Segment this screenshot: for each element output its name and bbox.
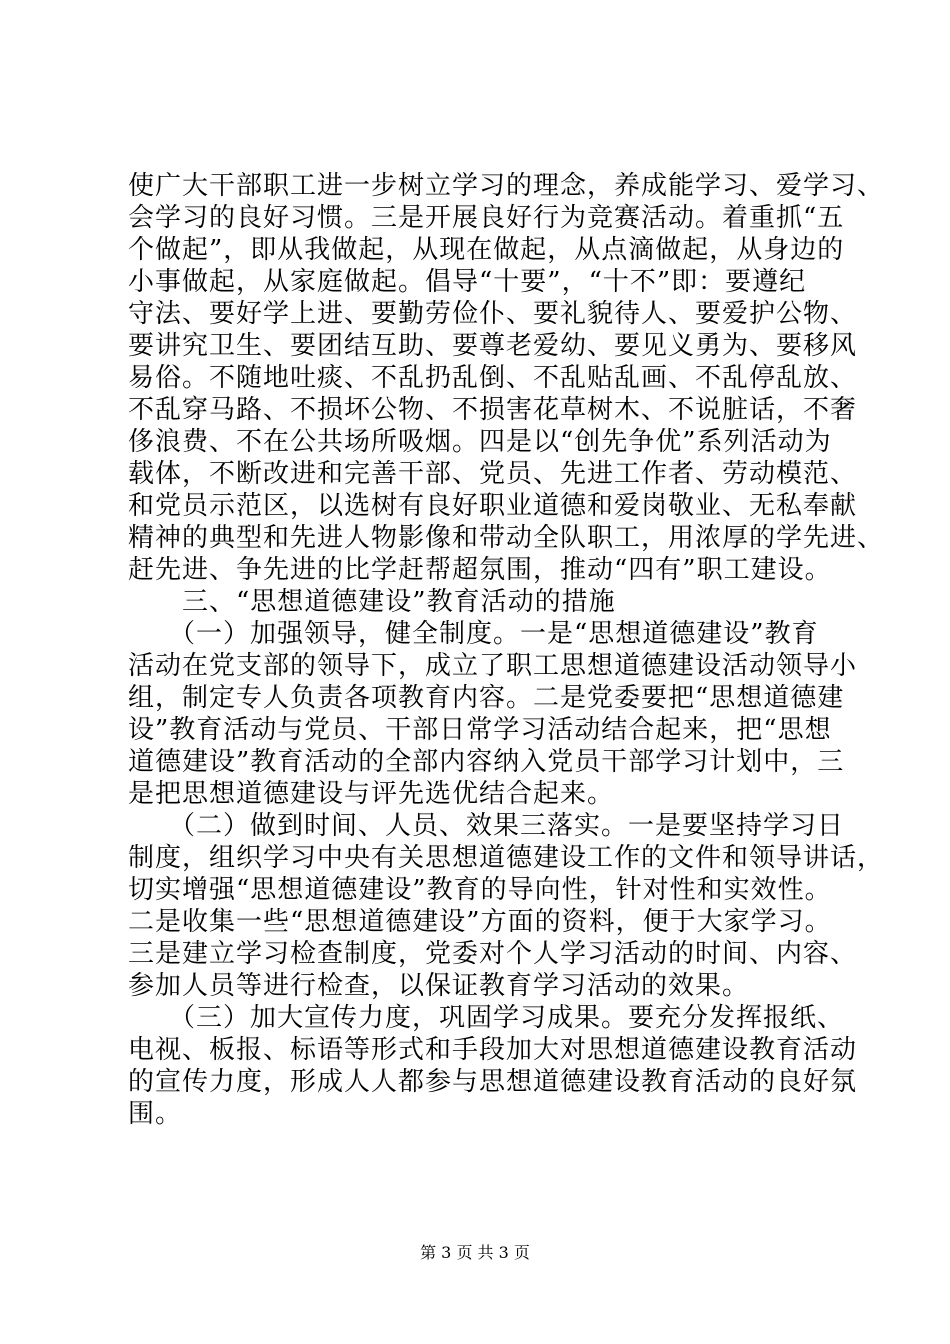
text-line: （二）做到时间、人员、效果三落实。一是要坚持学习日: [128, 811, 845, 841]
page-footer: [0, 1243, 950, 1263]
text-line: 设”教育活动与党员、干部日常学习活动结合起来，把“思想: [128, 715, 832, 745]
text-line: 赶先进、争先进的比学赶帮超氛围，推动“四有”职工建设。: [128, 555, 832, 585]
text-line: 侈浪费、不在公共场所吸烟。四是以“创先争优”系列活动为: [128, 427, 832, 457]
text-line: 三是建立学习检查制度，党委对个人学习活动的时间、内容、: [128, 939, 858, 969]
page-number-label: 第 3 页 共 3 页: [420, 1243, 530, 1262]
text-line: 组，制定专人负责各项教育内容。二是党委要把“思想道德建: [128, 683, 845, 713]
text-line: 易俗。不随地吐痰、不乱扔乱倒、不乱贴乱画、不乱停乱放、: [128, 363, 858, 393]
text-line: 的宣传力度，形成人人都参与思想道德建设教育活动的良好氛: [128, 1067, 858, 1097]
text-line: （一）加强领导，健全制度。一是“思想道德建设”教育: [128, 619, 819, 649]
text-line: 和党员示范区，以选树有良好职业道德和爱岗敬业、无私奉献: [128, 491, 858, 521]
text-line: 精神的典型和先进人物影像和带动全队职工，用浓厚的学先进、: [128, 523, 885, 553]
document-body: [128, 170, 885, 1130]
text-line: 参加人员等进行检查，以保证教育学习活动的效果。: [128, 971, 750, 1001]
text-line: 要讲究卫生、要团结互助、要尊老爱幼、要见义勇为、要移风: [128, 331, 858, 361]
text-line: 守法、要好学上进、要勤劳俭仆、要礼貌待人、要爱护公物、: [128, 299, 858, 329]
text-line: 是把思想道德建设与评先选优结合起来。: [128, 779, 615, 809]
text-line: 制度，组织学习中央有关思想道德建设工作的文件和领导讲话，: [128, 843, 885, 873]
text-line: 个做起”，即从我做起，从现在做起，从点滴做起，从身边的: [128, 235, 845, 265]
text-line: （三）加大宣传力度，巩固学习成果。要充分发挥报纸、: [128, 1003, 845, 1033]
text-line: 小事做起，从家庭做起。倡导“十要”，“十不”即：要遵纪: [128, 267, 807, 297]
text-line: 会学习的良好习惯。三是开展良好行为竞赛活动。着重抓“五: [128, 203, 845, 233]
text-line: 活动在党支部的领导下，成立了职工思想道德建设活动领导小: [128, 651, 858, 681]
text-line: 不乱穿马路、不损坏公物、不损害花草树木、不说脏话，不奢: [128, 395, 858, 425]
text-line: 载体，不断改进和完善干部、党员、先进工作者、劳动模范、: [128, 459, 858, 489]
section-heading: 三、“思想道德建设”教育活动的措施: [128, 587, 616, 617]
text-line: 使广大干部职工进一步树立学习的理念，养成能学习、爱学习、: [128, 171, 885, 201]
text-line: 切实增强“思想道德建设”教育的导向性，针对性和实效性。: [128, 875, 832, 905]
text-line: 围。: [128, 1099, 183, 1129]
text-line: 电视、板报、标语等形式和手段加大对思想道德建设教育活动: [128, 1035, 858, 1065]
text-line: 道德建设”教育活动的全部内容纳入党员干部学习计划中，三: [128, 747, 845, 777]
text-line: 二是收集一些“思想道德建设”方面的资料，便于大家学习。: [128, 907, 832, 937]
